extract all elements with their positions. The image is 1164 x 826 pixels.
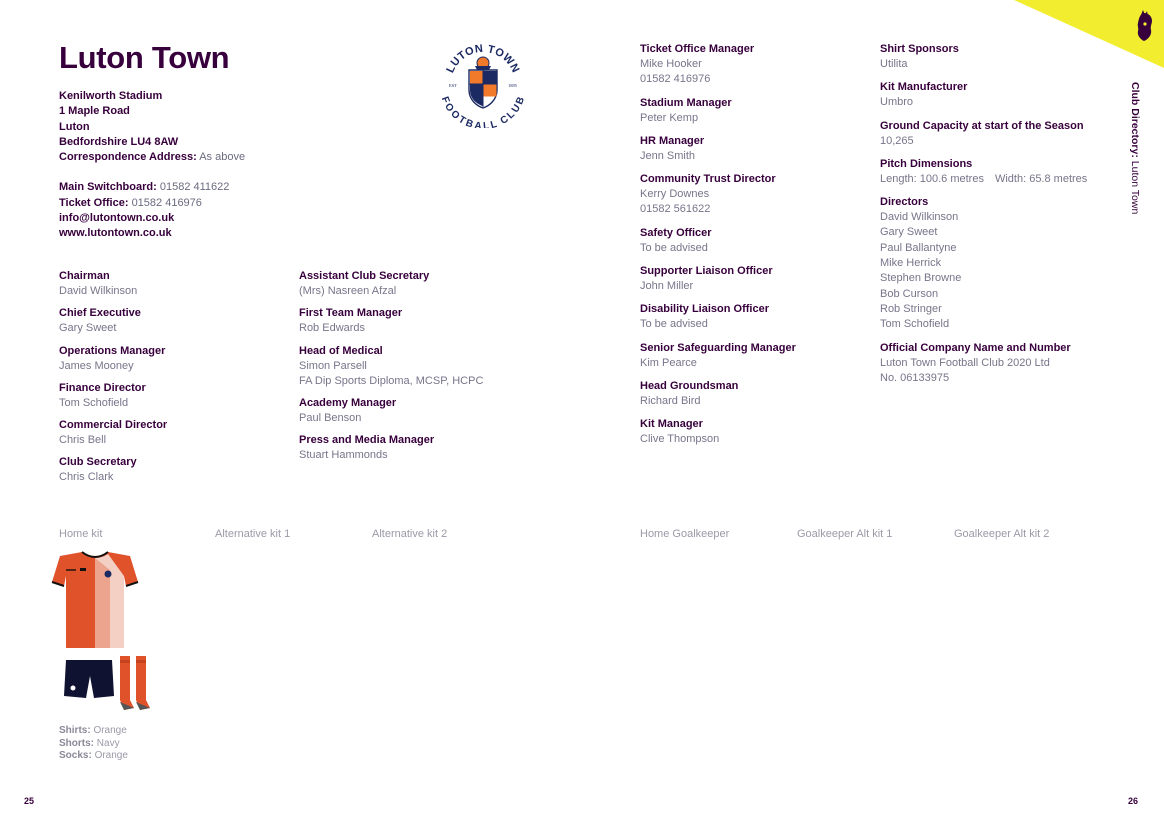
- staff-name: Kerry Downes: [640, 188, 710, 201]
- kit-socks-label: Socks:: [59, 750, 92, 761]
- staff-entry: [59, 344, 279, 374]
- staff-name: To be advised: [640, 318, 708, 331]
- street-address: 1 Maple Road: [59, 105, 130, 118]
- stadium-name: Kenilworth Stadium: [59, 90, 163, 102]
- director-name: Mike Herrick: [880, 257, 942, 270]
- staff-name: Richard Bird: [640, 394, 701, 407]
- staff-role: Supporter Liaison Officer: [640, 265, 773, 278]
- correspondence-label: Correspondence Address:: [59, 151, 197, 164]
- staff-entry: [640, 264, 870, 294]
- crest-top-text: LUTON TOWN: [444, 42, 522, 75]
- staff-name: (Mrs) Nasreen Afzal: [299, 285, 397, 297]
- staff-role: Safety Officer: [640, 226, 712, 239]
- staff-role: Community Trust Director: [640, 173, 776, 186]
- kit-shirts-label: Shirts:: [59, 725, 91, 736]
- staff-name: Jenn Smith: [640, 149, 696, 162]
- director-name: David Wilkinson: [880, 211, 959, 224]
- kit-shorts-label: Shorts:: [59, 737, 94, 749]
- staff-role: Academy Manager: [299, 397, 397, 410]
- shirt-icon: [52, 552, 138, 648]
- club-info-column: [880, 42, 1120, 394]
- company-number: No. 06133975: [880, 371, 950, 384]
- pitch-values: [880, 172, 1120, 187]
- staff-role: First Team Manager: [299, 307, 403, 320]
- info-label: Pitch Dimensions: [880, 157, 973, 170]
- home-kit-description: [59, 725, 128, 763]
- kit-socks-line: [59, 750, 128, 763]
- staff-role: Head of Medical: [299, 344, 383, 357]
- director-name: Tom Schofield: [880, 318, 950, 331]
- director-name: Stephen Browne: [880, 272, 962, 285]
- staff-name: Rob Edwards: [299, 322, 366, 335]
- staff-role: Club Secretary: [59, 456, 137, 469]
- staff-role: Chief Executive: [59, 307, 141, 320]
- kit-label-alt2: Alternative kit 2: [372, 528, 448, 540]
- staff-role: Senior Safeguarding Manager: [640, 341, 796, 354]
- pitch-length: Length: 100.6 metres: [880, 172, 984, 185]
- socks-icon: [120, 656, 150, 710]
- switchboard-label: Main Switchboard:: [59, 181, 157, 194]
- staff-role: Kit Manager: [640, 418, 703, 431]
- kit-shorts-line: [59, 738, 128, 751]
- staff-entry: [640, 302, 870, 332]
- staff-entry: [59, 306, 279, 336]
- info-value: Utilita: [880, 58, 908, 70]
- staff-entry: [299, 396, 539, 426]
- crest-est: EST: [449, 83, 458, 88]
- staff-name: James Mooney: [59, 359, 134, 372]
- staff-role: Commercial Director: [59, 419, 168, 432]
- email-link[interactable]: info@lutontown.co.uk: [59, 212, 175, 225]
- staff-entry: [640, 42, 870, 88]
- page-number-right: 26: [1128, 796, 1139, 806]
- staff-role: Operations Manager: [59, 344, 166, 357]
- club-crest-logo: [439, 40, 527, 128]
- staff-phone: 01582 416976: [640, 73, 711, 86]
- ticket-office-value: 01582 416976: [131, 196, 202, 209]
- staff-name: David Wilkinson: [59, 285, 138, 297]
- staff-name: To be advised: [640, 241, 708, 254]
- company-name: Luton Town Football Club 2020 Ltd: [880, 356, 1050, 369]
- staff-qualifications: FA Dip Sports Diploma, MCSP, HCPC: [299, 374, 484, 387]
- staff-name: Stuart Hammonds: [299, 449, 388, 462]
- director-name: Paul Ballantyne: [880, 241, 957, 254]
- staff-entry: [640, 134, 870, 164]
- staff-entry: [640, 172, 870, 218]
- side-label-bold: Club Directory:: [1129, 82, 1141, 158]
- crest-bottom-text: FOOTBALL CLUB: [439, 95, 527, 128]
- staff-entry: [299, 344, 539, 390]
- staff-entry: [59, 418, 279, 448]
- crest-shield-icon: [469, 57, 497, 108]
- staff-phone: 01582 561622: [640, 203, 711, 216]
- kit-manufacturer-entry: [880, 80, 1120, 110]
- info-label: Ground Capacity at start of the Season: [880, 119, 1084, 132]
- staff-name: Paul Benson: [299, 412, 362, 425]
- club-title: Luton Town: [59, 40, 230, 75]
- staff-name: Gary Sweet: [59, 322, 117, 335]
- club-address-block: [59, 89, 245, 242]
- info-label: Official Company Name and Number: [880, 341, 1071, 354]
- kit-label-gk-home: Home Goalkeeper: [640, 528, 730, 540]
- staff-entry: [640, 341, 870, 371]
- staff-column-1: [59, 269, 279, 493]
- kit-label-gk-alt2: Goalkeeper Alt kit 2: [954, 528, 1050, 540]
- kit-label-alt1: Alternative kit 1: [215, 528, 291, 540]
- staff-name: Tom Schofield: [59, 396, 129, 409]
- ticket-office-line: [59, 196, 245, 211]
- staff-entry: [640, 226, 870, 256]
- kit-shorts-value: Navy: [96, 737, 120, 749]
- info-value: 10,265: [880, 134, 914, 147]
- pitch-dimensions-entry: [880, 157, 1120, 187]
- kit-socks-value: Orange: [94, 750, 128, 761]
- company-entry: [880, 341, 1120, 387]
- correspondence-line: [59, 150, 245, 165]
- info-label: Kit Manufacturer: [880, 81, 968, 94]
- staff-role: Disability Liaison Officer: [640, 303, 769, 316]
- kit-label-gk-alt1: Goalkeeper Alt kit 1: [797, 528, 893, 540]
- staff-name: Kim Pearce: [640, 356, 697, 369]
- staff-entry: [640, 379, 870, 409]
- crest-year: 1885: [508, 83, 517, 88]
- staff-entry: [59, 455, 279, 485]
- ticket-office-label: Ticket Office:: [59, 196, 129, 209]
- staff-role: HR Manager: [640, 134, 705, 147]
- staff-role: Head Groundsman: [640, 379, 739, 392]
- postcode: Bedfordshire LU4 8AW: [59, 135, 179, 148]
- staff-role: Chairman: [59, 270, 110, 282]
- staff-name: Mike Hooker: [640, 58, 702, 70]
- kit-shirts-line: [59, 725, 128, 738]
- director-name: Gary Sweet: [880, 226, 938, 239]
- director-name: Bob Curson: [880, 287, 939, 300]
- club-directory-side-label: [1129, 82, 1141, 214]
- directors-entry: [880, 195, 1120, 332]
- ground-capacity-entry: [880, 119, 1120, 149]
- staff-name: Chris Bell: [59, 434, 107, 447]
- staff-entry: [299, 269, 539, 299]
- staff-name: Simon Parsell: [299, 359, 367, 372]
- info-label: Directors: [880, 196, 929, 209]
- staff-name: Clive Thompson: [640, 433, 720, 446]
- kit-label-home: Home kit: [59, 528, 103, 540]
- staff-role: Finance Director: [59, 381, 146, 394]
- side-label-club: Luton Town: [1129, 160, 1141, 215]
- staff-role: Assistant Club Secretary: [299, 270, 430, 282]
- website-link[interactable]: www.lutontown.co.uk: [59, 227, 172, 240]
- info-label: Shirt Sponsors: [880, 43, 959, 55]
- staff-role: Stadium Manager: [640, 96, 732, 109]
- shirt-sponsors-entry: [880, 42, 1120, 72]
- staff-name: Chris Clark: [59, 471, 114, 484]
- staff-role: Press and Media Manager: [299, 434, 435, 447]
- staff-entry: [640, 96, 870, 126]
- kit-shirts-value: Orange: [93, 725, 127, 736]
- staff-entry: [299, 306, 539, 336]
- staff-column-2: [299, 269, 539, 471]
- staff-entry: [59, 381, 279, 411]
- pitch-width: Width: 65.8 metres: [994, 172, 1088, 185]
- shorts-icon: [64, 660, 114, 698]
- staff-entry: [59, 269, 279, 299]
- staff-name: Peter Kemp: [640, 111, 699, 124]
- staff-role: Ticket Office Manager: [640, 43, 755, 55]
- switchboard-line: [59, 180, 245, 195]
- page-number-left: 25: [24, 796, 35, 806]
- staff-entry: [640, 417, 870, 447]
- correspondence-value: As above: [199, 151, 246, 164]
- staff-entry: [299, 433, 539, 463]
- info-value: Umbro: [880, 96, 914, 109]
- town: Luton: [59, 120, 90, 133]
- home-kit-illustration: [32, 548, 158, 718]
- director-name: Rob Stringer: [880, 302, 942, 315]
- switchboard-value: 01582 411622: [159, 181, 230, 194]
- staff-name: John Miller: [640, 280, 694, 293]
- staff-column-3: [640, 42, 870, 456]
